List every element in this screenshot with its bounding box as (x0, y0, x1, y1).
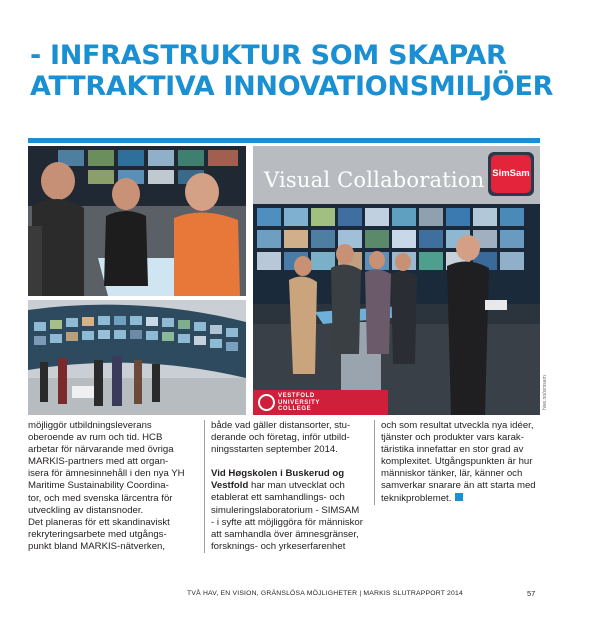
text-line (211, 468, 368, 492)
text-line: komplexitet. Utgångspunkten är hur (381, 456, 533, 468)
headline-line-2: ATTRAKTIVA INNOVATIONSMILJÖER (30, 71, 554, 102)
vestfold-line-2: UNIVERSITY (278, 399, 321, 406)
visual-collaboration-banner (253, 146, 540, 204)
page-headline (30, 40, 570, 102)
text-line: oberoende av rum och tid. HCB (28, 432, 163, 444)
text-column-1 (28, 420, 188, 553)
bold-lead-in: Vid Høgskolen i Buskerud og Vestfold (211, 468, 345, 492)
text-line: arbetar för närvarande med övriga (28, 444, 174, 456)
text-line-last (381, 493, 540, 505)
simsam-logo-text: SimSam (491, 155, 531, 193)
text-line: tjänster och produkter vars karak- (381, 432, 524, 444)
text-line: Maritime Sustainability Coordina- (28, 480, 169, 492)
simsam-logo (488, 152, 534, 196)
text-line: samverkar snarare än att starta med (381, 480, 536, 492)
page-footer: TVÅ HAV, EN VISION, GRÄNSLÖSA MÖJLIGHETER | MARKIS SLUTRAPPORT 2014 (187, 590, 463, 597)
photo-credit: hive.no/simsam (542, 375, 548, 410)
vestfold-logo-band (253, 390, 388, 415)
text-line: derande och företag, inför utbild- (211, 432, 350, 444)
text-line: tor, och med svenska lärcentra för (28, 492, 173, 504)
text-column-3 (374, 420, 540, 505)
headline-line-1: - INFRASTRUKTUR SOM SKAPAR (30, 40, 507, 71)
photo-collage (28, 143, 540, 415)
visual-collaboration-title: Visual Collaboration (264, 168, 485, 192)
text-line: simuleringslaboratorium - SIMSAM (211, 504, 360, 516)
text-line: både vad gäller distansorter, stu- (211, 420, 351, 431)
vestfold-emblem-icon (258, 394, 275, 411)
vestfold-line-3: COLLEGE (278, 406, 312, 412)
end-mark-icon (455, 493, 463, 501)
photo-touch-table-group (28, 146, 246, 296)
text-line: MARKIS-partners med att organ- (28, 456, 169, 468)
text-line: isera för ämnesinnehåll i den nya YH (28, 468, 185, 480)
text-line: - i syfte att möjliggöra för människor (211, 516, 363, 528)
text-line: etablerat ett samhandlings- och (211, 492, 345, 504)
vestfold-line-1: VESTFOLD (278, 393, 315, 399)
text-line: ningsstarten september 2014. (211, 444, 338, 456)
simsam-lab-scene (253, 204, 540, 415)
lab-scene-graphic (253, 204, 540, 415)
photo-curved-wall-room (28, 300, 246, 415)
text-line: möjliggör utbildningsleverans (28, 420, 152, 431)
touch-table-scene (28, 146, 246, 296)
text-line: människor tänker, lär, känner och (381, 468, 523, 480)
lead-in-continuation: har man utvecklat och (248, 480, 345, 492)
text-line: punkt bland MARKIS-nätverken, (28, 540, 166, 552)
text-column-2 (204, 420, 368, 553)
text-line: och som resultat utveckla nya idéer, (381, 420, 534, 431)
last-line-text: teknikproblemet. (381, 492, 452, 504)
text-line: forsknings- och yrkeserfarenhet (211, 540, 346, 552)
curved-wall-scene (28, 300, 246, 415)
vestfold-logo-text (278, 393, 320, 413)
text-line: utveckling av distansnoder. (28, 504, 144, 516)
page-number: 57 (527, 589, 536, 598)
text-line: täristika innefattar en stor grad av (381, 444, 524, 456)
text-line: att samhandla över ämnesgränser, (211, 528, 359, 540)
photo-visual-collaboration (253, 146, 540, 415)
body-text (28, 420, 540, 560)
text-line: rekryteringsarbete med utgångs- (28, 528, 167, 540)
text-line: Det planeras för ett skandinaviskt (28, 516, 170, 528)
